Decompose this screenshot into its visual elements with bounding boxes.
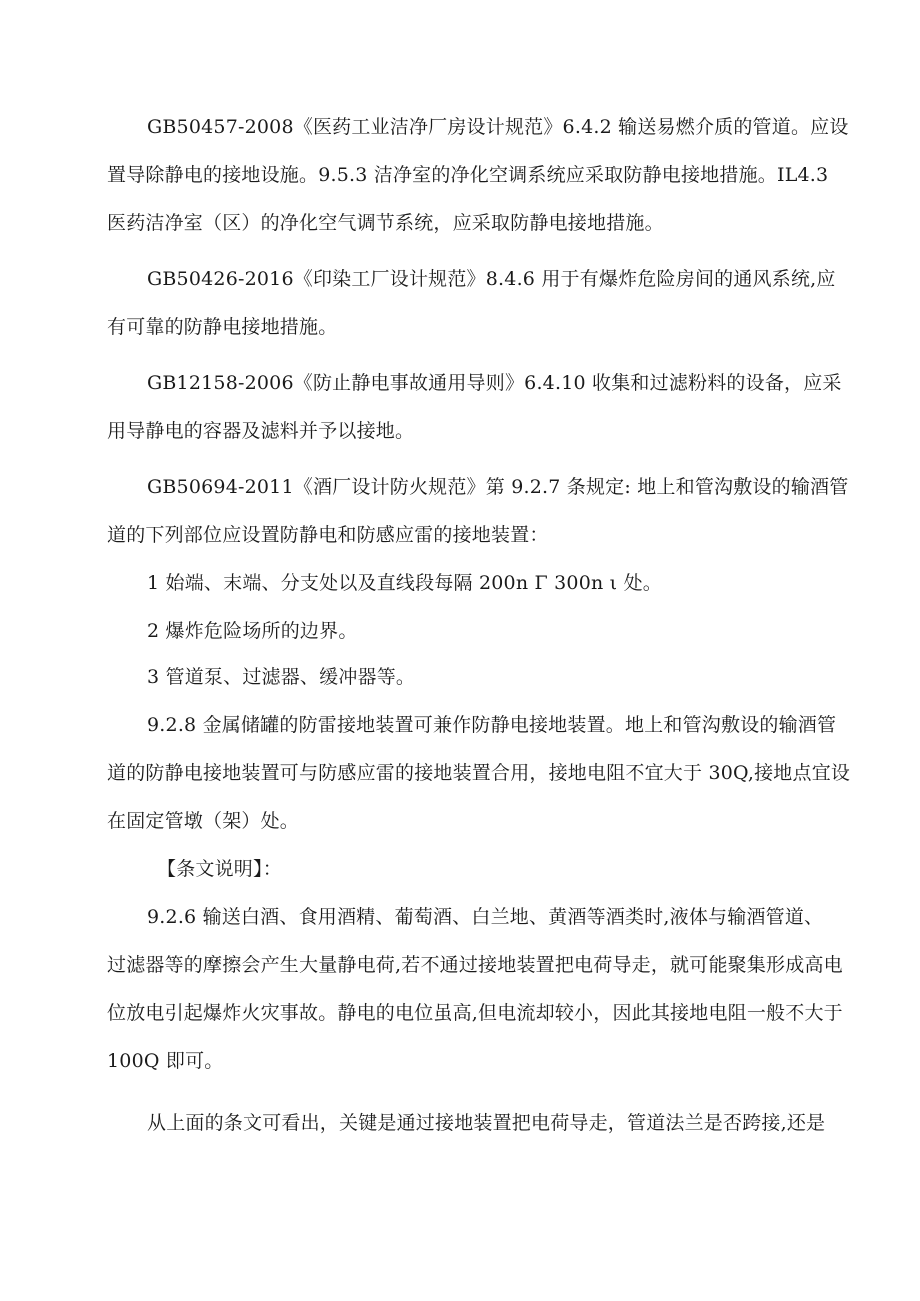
text-line-14: 道的防静电接地装置可与防感应雷的接地装置合用，接地电阻不宜大于 30Q,接地点宜设 xyxy=(107,762,851,784)
text-line-3: 医药洁净室（区）的净化空气调节系统，应采取防静电接地措施。 xyxy=(107,212,664,234)
text-line-19: 位放电引起爆炸火灾事故。静电的电位虽高,但电流却较小，因此其接地电阻一般不大于 xyxy=(107,1002,843,1024)
text-line-7: 用导静电的容器及滤料并予以接地。 xyxy=(107,420,415,442)
text-line-1: GB50457-2008《医药工业洁净厂房设计规范》6.4.2 输送易燃介质的管道。应设 xyxy=(147,116,849,138)
text-line-17: 9.2.6 输送白酒、食用酒精、葡萄酒、白兰地、黄酒等酒类时,液体与输酒管道、 xyxy=(147,906,824,928)
text-line-16: 【条文说明】： xyxy=(157,858,282,880)
text-line-21: 从上面的条文可看出，关键是通过接地装置把电荷导走，管道法兰是否跨接,还是 xyxy=(147,1112,826,1134)
text-line-13: 9.2.8 金属储罐的防雷接地装置可兼作防静电接地装置。地上和管沟敷设的输酒管 xyxy=(147,714,837,736)
text-line-10: 1 始端、末端、分支处以及直线段每隔 200n Γ 300n ι 处。 xyxy=(147,572,662,594)
text-line-12: 3 管道泵、过滤器、缓冲器等。 xyxy=(147,666,416,688)
text-line-5: 有可靠的防静电接地措施。 xyxy=(107,316,338,338)
text-line-6: GB12158-2006《防止静电事故通用导则》6.4.10 收集和过滤粉料的设备，应采 xyxy=(147,372,842,394)
text-line-8: GB50694-2011《酒厂设计防火规范》第 9.2.7 条规定: 地上和管沟敷设的输酒管 xyxy=(147,476,849,498)
text-line-15: 在固定管墩（架）处。 xyxy=(107,810,300,832)
text-line-20: 100Q 即可。 xyxy=(107,1050,224,1072)
text-line-11: 2 爆炸危险场所的边界。 xyxy=(147,620,358,642)
text-line-4: GB50426-2016《印染工厂设计规范》8.4.6 用于有爆炸危险房间的通风系统,应 xyxy=(147,268,836,290)
text-line-18: 过滤器等的摩擦会产生大量静电荷,若不通过接地装置把电荷导走，就可能聚集形成高电 xyxy=(107,954,843,976)
text-line-9: 道的下列部位应设置防静电和防感应雷的接地装置： xyxy=(107,524,549,546)
text-line-2: 置导除静电的接地设施。9.5.3 洁净室的净化空调系统应采取防静电接地措施。IL4.3 xyxy=(107,164,829,186)
